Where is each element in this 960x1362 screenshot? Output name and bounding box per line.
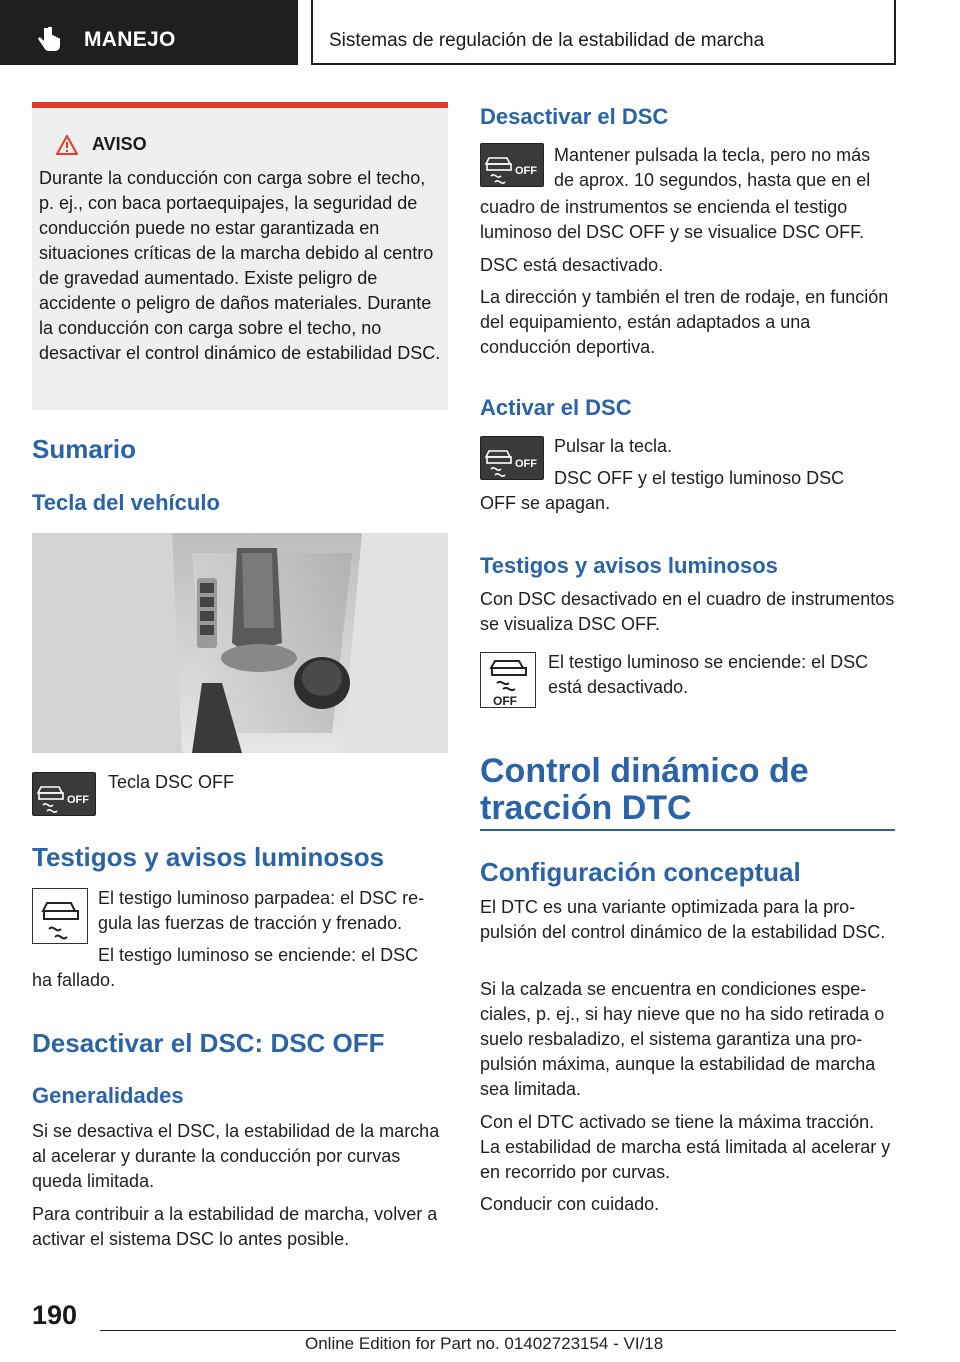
heading-desactivar-dsc-off: Desactivar el DSC: DSC OFF <box>32 1028 385 1058</box>
testigos-left-p2-line2: ha fallado. <box>32 970 116 990</box>
dsc-off-button-icon-2 <box>480 143 544 187</box>
svg-text:OFF: OFF <box>493 694 517 708</box>
heading-testigos-left: Testigos y avisos luminosos <box>32 842 385 872</box>
generalidades-p2: Para contribuir a la estabilidad de marcha, volver a activar el sistema DSC lo antes posible. <box>32 1204 438 1249</box>
heading-generalidades: Generalidades <box>32 1083 184 1108</box>
desactivar-p1-b: cuadro de instrumentos se encienda el testigo luminoso del DSC OFF y se visualice DSC OFF. <box>480 197 865 242</box>
warning-text: Durante la conducción con carga sobre el techo, p. ej., con baca portaequipajes, la seguridad de conducción puede no estar garantizada en situaciones críticas de la marcha debido al centro de gravedad aumentado. Existe peligro de accidente o peligro de daños materiales. Durante la conducción con carga sobre el techo, no desactivar el control dinámico de estabilidad DSC. <box>39 168 441 363</box>
desactivar-p2: DSC está desactivado. <box>480 255 664 275</box>
warning-triangle-icon <box>56 135 78 155</box>
desactivar-p1-a: Mantener pulsada la tecla, pero no más de aprox. 10 segundos, hasta que en el <box>554 145 871 190</box>
warning-box <box>32 102 448 410</box>
heading-tecla-vehiculo: Tecla del vehículo <box>32 490 220 515</box>
heading-testigos-right: Testigos y avisos luminosos <box>480 553 778 578</box>
svg-text:OFF: OFF <box>515 458 537 470</box>
footer-edition: Online Edition for Part no. 01402723154 - VI/18 <box>305 1334 664 1353</box>
activar-p1: Pulsar la tecla. <box>554 436 673 456</box>
heading-sumario: Sumario <box>32 434 137 464</box>
config-p1: El DTC es una variante optimizada para la propulsión del control dinámico de la estabilidad DSC. <box>480 897 886 942</box>
activar-p2-b: OFF se apagan. <box>480 493 611 513</box>
desactivar-p3: La dirección y también el tren de rodaje, en función del equipamiento, están adaptados a una conducción deportiva. <box>480 287 889 357</box>
warning-title: AVISO <box>92 134 147 154</box>
header-section-label: MANEJO <box>84 28 176 51</box>
header-section-tab <box>0 0 298 65</box>
testigos-left-p1: El testigo luminoso parpadea: el DSC regula las fuerzas de tracción y frenado. <box>98 888 425 933</box>
heading-configuracion: Configuración conceptual <box>480 857 801 887</box>
caption-tecla-dsc-off: Tecla DSC OFF <box>108 772 235 792</box>
testigos-right-p2: El testigo luminoso se enciende: el DSC está desactivado. <box>548 652 869 697</box>
dsc-warning-lamp-icon <box>32 888 88 944</box>
heading-underline <box>480 829 895 831</box>
heading-dtc-line2: tracción DTC <box>480 789 692 827</box>
config-p4: Conducir con cuidado. <box>480 1194 660 1214</box>
testigos-right-p1: Con DSC desactivado en el cuadro de instrumentos se visualiza DSC OFF. <box>480 589 895 634</box>
config-p3: Con el DTC activado se tiene la máxima tracción. La estabilidad de marcha está limitada al acelerar y en recorrido por curvas. <box>480 1112 891 1182</box>
page-number: 190 <box>32 1300 78 1330</box>
svg-text:OFF: OFF <box>67 794 89 806</box>
config-p2: Si la calzada se encuentra en condiciones especiales, p. ej., si hay nieve que no ha sido retirada o suelo resbaladizo, el sistema garantiza una propulsión máxima, aunque la estabilidad de marcha sea limitada. <box>480 979 885 1099</box>
svg-text:OFF: OFF <box>515 165 537 177</box>
heading-desactivar-dsc: Desactivar el DSC <box>480 104 669 129</box>
header-title: Sistemas de regulación de la estabilidad de marcha <box>329 30 765 51</box>
dsc-off-lamp-icon <box>480 652 536 708</box>
console-illustration <box>32 533 448 753</box>
testigos-left-p2-line1: El testigo luminoso se enciende: el DSC <box>98 945 419 965</box>
generalidades-p1: Si se desactiva el DSC, la estabilidad de la marcha al acelerar y durante la conducción por curvas queda limitada. <box>32 1121 440 1191</box>
footer-divider <box>100 1330 896 1331</box>
dsc-off-button-icon <box>32 772 96 816</box>
vehicle-console-photo <box>32 533 448 753</box>
dsc-off-button-icon-3 <box>480 436 544 480</box>
hand-pointer-icon <box>34 25 64 55</box>
activar-p2-a: DSC OFF y el testigo luminoso DSC <box>554 468 845 488</box>
heading-dtc-line1: Control dinámico de <box>480 752 809 790</box>
header-title-box <box>311 0 896 65</box>
heading-activar-dsc: Activar el DSC <box>480 395 632 420</box>
